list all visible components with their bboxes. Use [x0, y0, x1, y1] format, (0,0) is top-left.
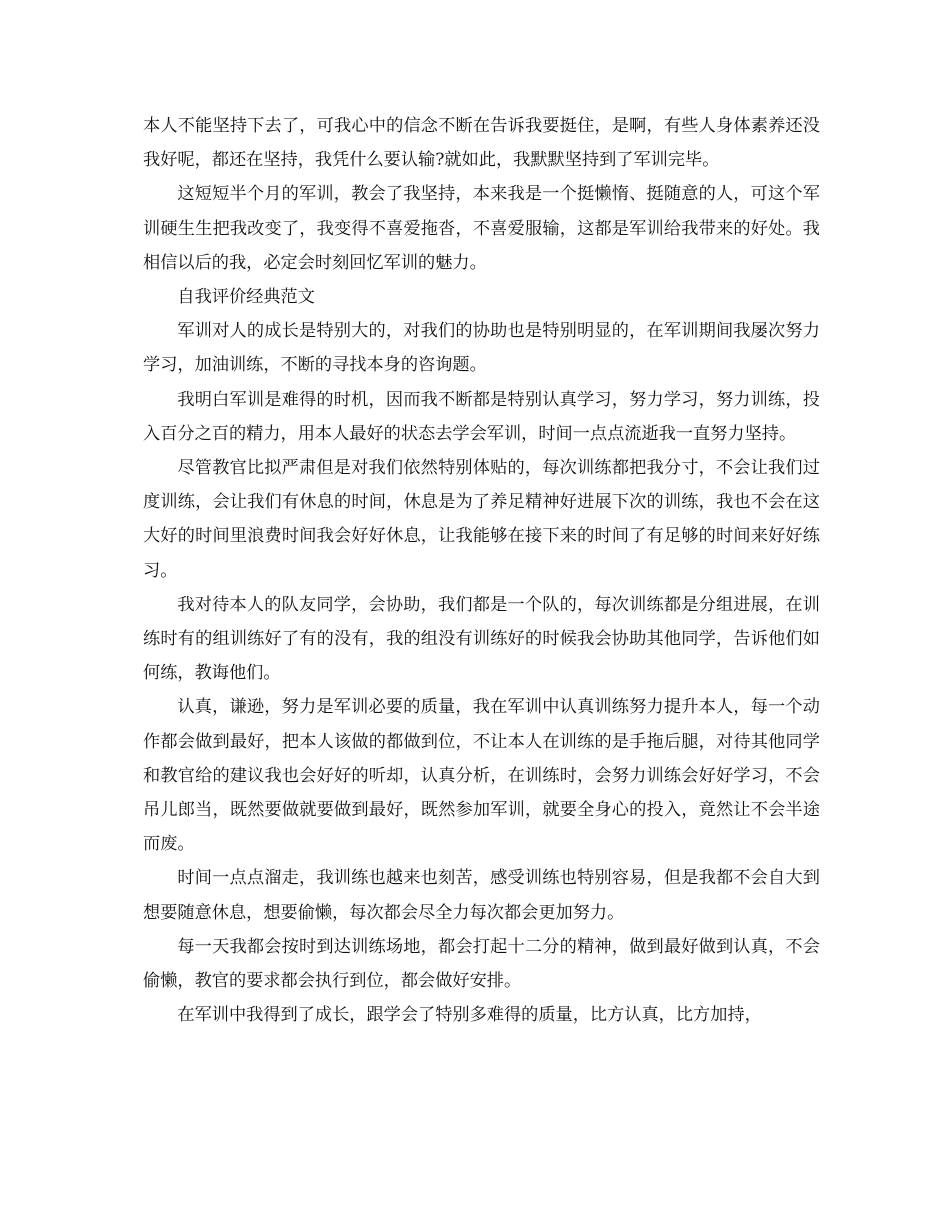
paragraph-1: 本人不能坚持下去了，可我心中的信念不断在告诉我要挺住，是啊，有些人身体素养还没我好呢，都还在坚持，我凭什么要认输?就如此，我默默坚持到了军训完毕。: [143, 116, 820, 171]
paragraph-3: 军训对人的成长是特别大的，对我们的协助也是特别明显的，在军训期间我屡次努力学习，加油训练，不断的寻找本身的咨询题。: [143, 321, 820, 376]
paragraph-5: 尽管教官比拟严肃但是对我们依然特别体贴的，每次训练都把我分寸，不会让我们过度训练，会让我们有休息的时间，休息是为了养足精神好进展下次的训练，我也不会在这大好的时间里浪费时间我会好好休息，让我能够在接下来的时间了有足够的时间来好好练习。: [143, 458, 820, 581]
paragraph-7: 认真，谦逊，努力是军训必要的质量，我在军训中认真训练努力提升本人，每一个动作都会做到最好，把本人该做的都做到位，不让本人在训练的是手拖后腿，对待其他同学和教官给的建议我也会好好的听却，认真分析，在训练时，会努力训练会好好学习，不会吊儿郎当，既然要做就要做到最好，既然参加军训，就要全身心的投入，竟然让不会半途而废。: [143, 697, 820, 855]
paragraph-4: 我明白军训是难得的时机，因而我不断都是特别认真学习，努力学习，努力训练，投入百分之百的精力，用本人最好的状态去学会军训，时间一点点流逝我一直努力坚持。: [143, 389, 820, 444]
document-body: [143, 109, 820, 1032]
paragraph-2: 这短短半个月的军训，教会了我坚持，本来我是一个挺懒惰、挺随意的人，可这个军训硬生生把我改变了，我变得不喜爱拖沓，不喜爱服输，这都是军训给我带来的好处。我相信以后的我，必定会时刻回忆军训的魅力。: [143, 184, 820, 273]
paragraph-9: 每一天我都会按时到达训练场地，都会打起十二分的精神，做到最好做到认真，不会偷懒，教官的要求都会执行到位，都会做好安排。: [143, 936, 820, 992]
paragraph-6: 我对待本人的队友同学，会协助，我们都是一个队的，每次训练都是分组进展，在训练时有的组训练好了有的没有，我的组没有训练好的时候我会协助其他同学，告诉他们如何练，教诲他们。: [143, 594, 820, 684]
paragraph-10: 在军训中我得到了成长，跟学会了特别多难得的质量，比方认真，比方加持，: [177, 1005, 762, 1026]
paragraph-8: 时间一点点溜走，我训练也越来也刻苦，感受训练也特别容易，但是我都不会自大到想要随意休息，想要偷懒，每次都会尽全力每次都会更加努力。: [143, 868, 820, 923]
section-heading: 自我评价经典范文: [177, 287, 315, 308]
